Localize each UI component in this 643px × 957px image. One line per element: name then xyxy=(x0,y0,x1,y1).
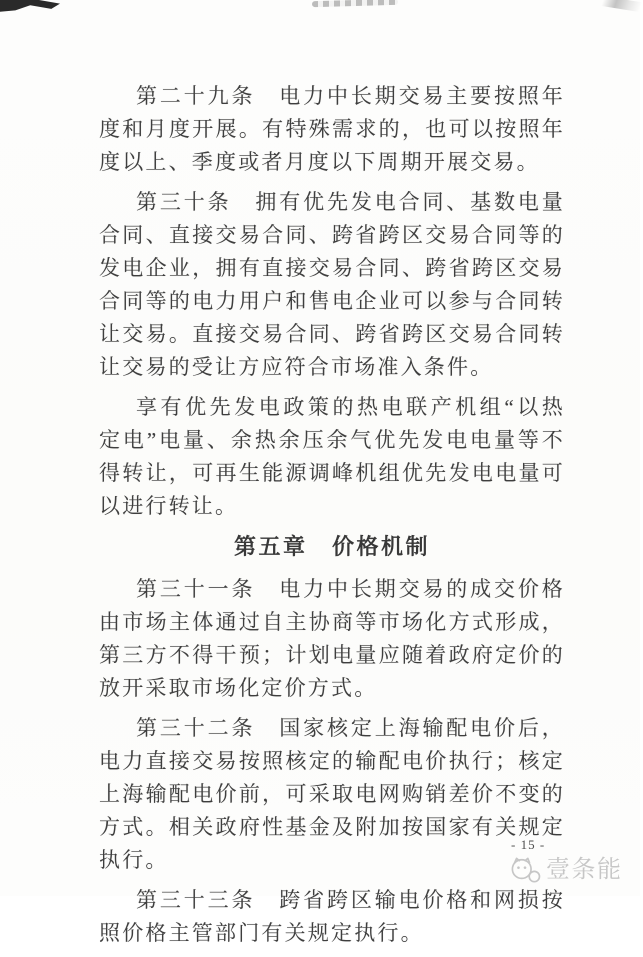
paragraph-article-31: 第三十一条 电力中长期交易的成交价格由市场主体通过自主协商等市场化方式形成，第三方不得干预；计划电量应随着政府定价的放开采取市场化定价方式。 xyxy=(99,577,565,700)
document-body xyxy=(99,80,565,957)
scan-smudge-top-center-icon xyxy=(312,0,398,7)
chapter-heading: 第五章 价格机制 xyxy=(233,534,430,559)
scan-smudge-top-left-icon xyxy=(0,0,60,12)
page-number: - 15 - xyxy=(511,837,546,852)
paragraph-article-32: 第三十二条 国家核定上海输配电价后，电力直接交易按照核定的输配电价执行；核定上海输配电价前，可采取电网购销差价不变的方式。相关政府性基金及附加按国家有关规定执行。 xyxy=(99,716,565,872)
cat-chat-logo-icon xyxy=(509,856,541,884)
paragraph-article-30-continued: 享有优先发电政策的热电联产机组“以热定电”电量、余热余压余气优先发电电量等不得转让，可再生能源调峰机组优先发电电量可以进行转让。 xyxy=(99,395,565,518)
watermark-text: 壹条能 xyxy=(546,856,623,883)
watermark xyxy=(509,856,623,884)
paragraph-article-33: 第三十三条 跨省跨区输电价格和网损按照价格主管部门有关规定执行。 xyxy=(99,888,565,945)
scan-smudge-top-right-icon xyxy=(599,0,642,12)
paragraph-article-29: 第二十九条 电力中长期交易主要按照年度和月度开展。有特殊需求的，也可以按照年度以上、季度或者月度以下周期开展交易。 xyxy=(99,84,565,174)
paragraph-article-30: 第三十条 拥有优先发电合同、基数电量合同、直接交易合同、跨省跨区交易合同等的发电企业，拥有直接交易合同、跨省跨区交易合同等的电力用户和售电企业可以参与合同转让交易。直接交易合同、跨省跨区交易合同转让交易的受让方应符合市场准入条件。 xyxy=(99,190,565,379)
